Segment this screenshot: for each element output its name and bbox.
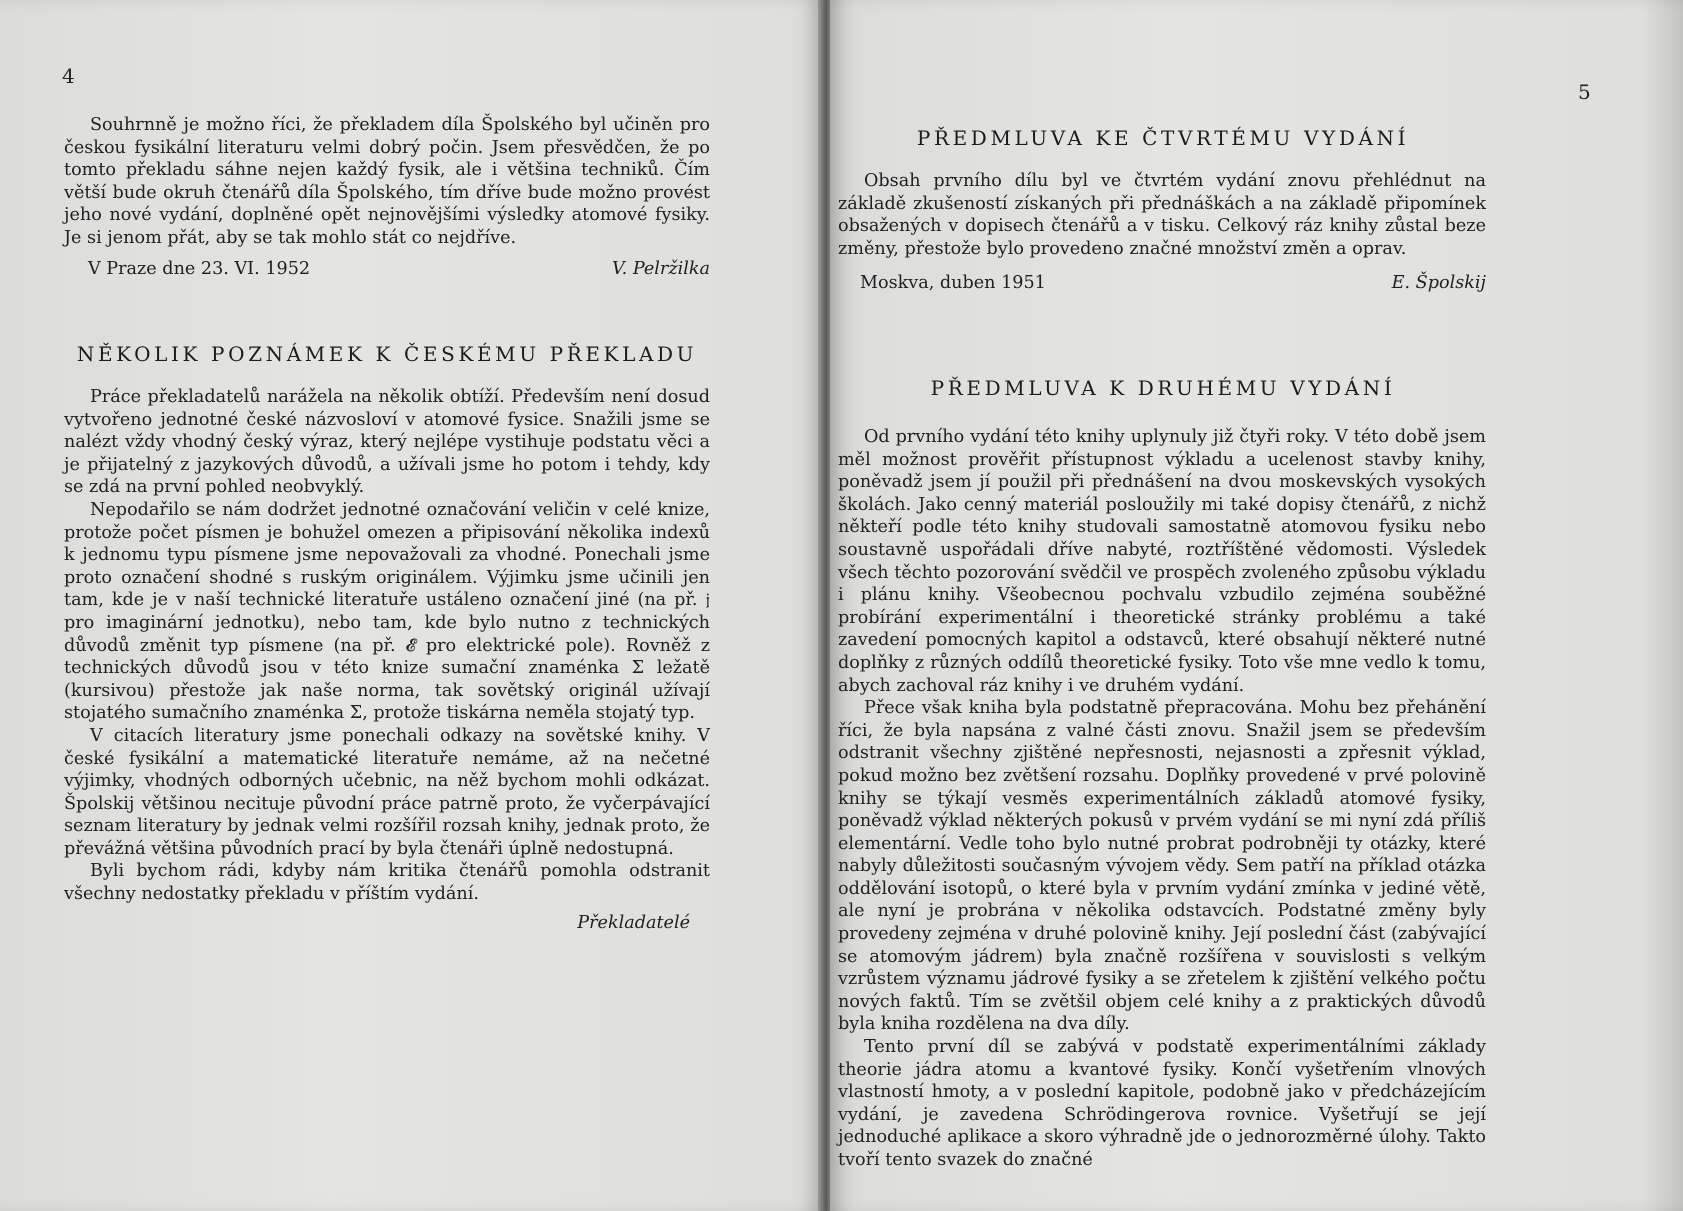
translator-notes-body — [64, 386, 710, 934]
left-page — [0, 0, 822, 1211]
second-edition-heading: PŘEDMLUVA K DRUHÉMU VYDÁNÍ — [930, 376, 1396, 400]
place-date: V Praze dne 23. VI. 1952 — [88, 258, 311, 279]
second-edition-paragraph: Tento první díl se zabývá v podstatě experimentálními základy theorie jádra atomu a kvantové fysiky. Končí vyšetřením vlnových vlastností hmoty, a v poslední kapitole, podobně jako v předcházejícím vydání, je zavedena Schrödingerova rovnice. Vyšetřují se její jednoduché aplikace a skoro výhradně jde o jednorozměrné úlohy. Takto tvoří tento svazek do značné — [838, 1037, 1486, 1170]
fourth-signature-row — [838, 272, 1486, 295]
left-page-number: 4 — [62, 64, 75, 88]
page-edge-shadow — [1643, 0, 1683, 1211]
fourth-edition-paragraph: Obsah prvního dílu byl ve čtvrtém vydání znovu přehlédnut na základě zkušeností získaných při přednáškách a na základě připomínek obsažených v dopisech čtenářů a v tisku. Celkový ráz knihy zůstal beze změny, přestože bylo provedeno značné množství změn a oprav. — [838, 171, 1486, 259]
fourth-place-date: Moskva, duben 1951 — [860, 273, 1046, 294]
second-edition-body — [838, 426, 1486, 1172]
intro-paragraph: Souhrnně je možno říci, že překladem díla Špolského byl učiněn pro českou fysikální literaturu velmi dobrý počin. Jsem přesvědčen, že po tomto překladu sáhne nejen každý fysik, ale i většina techniků. Čím větší bude okruh čtenářů díla Špolského, tím dříve bude možno provést jeho nové vydání, doplněné opět nejnovějšími výsledky atomové fysiky. Je si jenom přát, aby se tak mohlo stát co nejdříve. — [64, 115, 710, 248]
signature: V. Pelržilka — [612, 258, 710, 279]
translators-signature: Překladatelé — [577, 912, 690, 933]
notes-paragraph: Byli bychom rádi, kdyby nám kritika čtenářů pomohla odstranit všechny nedostatky překladu v příštím vydání. — [64, 861, 710, 905]
translator-notes-heading: NĚKOLIK POZNÁMEK K ČESKÉMU PŘEKLADU — [76, 342, 698, 366]
left-intro-block — [64, 114, 710, 280]
notes-paragraph: Práce překladatelů narážela na několik obtíží. Především není dosud vytvořeno jednotné české názvosloví v atomové fysice. Snažili jsme se nalézt vždy vhodný český výraz, který nejlépe vystihuje podstatu věci a je přijatelný z jazykových důvodů, a užívali jsme ho potom i tehdy, kdy se zdá na první pohled neobvyklý. — [64, 387, 710, 498]
right-page-number: 5 — [1578, 80, 1591, 104]
notes-paragraph: V citacích literatury jsme ponechali odkazy na sovětské knihy. V české fysikální a matematické literatuře nemáme, až na nečetné výjimky, vhodných odborných učebnic, na něž bychom mohli odkázat. Špolskij většinou necituje původní práce patrně proto, že vyčerpávající seznam literatury by jednak velmi rozšířil rozsah knihy, jednak proto, že převážná většina původních prací by byla čtenáři úplně nedostupná. — [64, 725, 710, 859]
left-signature-row — [64, 258, 710, 281]
notes-paragraph: Nepodařilo se nám dodržet jednotné označování veličin v celé knize, protože počet písmen je bohužel omezen a připisování několika indexů k jednomu typu písmene jsme nepovažovali za vhodné. Ponechali jsme proto označení shodné s ruským originálem. Výjimku jsme učinili jen tam, kde je v naší technické literatuře ustáleno označení jiné (na př. 𝔧 pro imaginární jednotku), nebo tam, kde bylo nutno z technických důvodů změnit typ písmene (na př. 𝓔 pro elektrické pole). Rovněž z technických důvodů jsou v této knize sumační znaménka Σ ležatě (kursivou) přestože jak naše norma, tak sovětský originál užívají stojatého sumačního znaménka Σ, protože tiskárna neměla stojatý typ. — [64, 499, 710, 724]
second-edition-paragraph: Přece však kniha byla podstatně přepracována. Mohu bez přehánění říci, že byla napsána z valné části znovu. Snažil jsem se především odstranit všechny zjištěné nepřesnosti, nejasnosti a zpřesnit výklad, pokud možno bez zvětšení rozsahu. Doplňky provedené v prvé polovině knihy se týkají vesměs experimentálních základů atomové fysiky, poněvadž výklad některých pokusů v prvém vydání se mi nyní zdá příliš elementární. Vedle toho bylo nutné probrat podrobněji ty otázky, které nabyly důležitosti současným vývojem vědy. Sem patří na příklad otázka oddělování isotopů, o které byla v prvním vydání zmínka v jediné větě, ale nyní je probrána v několika odstavcích. Podstatné změny byly provedeny zejména v druhé polovině knihy. Její poslední část (zabývající se atomovým jádrem) byla značně rozšířena v souvislosti s velkým vzrůstem významu jádrové fysiky a se zřetelem k zjištění velkého počtu nových faktů. Tím se zvětšil objem celé knihy a z praktických důvodů byla kniha rozdělena na dva díly. — [838, 698, 1486, 1035]
right-page — [830, 0, 1683, 1211]
fourth-signature: E. Špolskij — [1391, 273, 1486, 294]
fourth-edition-heading: PŘEDMLUVA KE ČTVRTÉMU VYDÁNÍ — [916, 126, 1410, 150]
second-edition-paragraph: Od prvního vydání této knihy uplynuly již čtyři roky. V této době jsem měl možnost prověřit přístupnost výkladu a ucelenost stavby knihy, poněvadž jsem jí použil při přednášení na dvou moskevských vysokých školách. Jako cenný materiál posloužily mi také dopisy čtenářů, z nichž někteří podle této knihy studovali samostatně atomovou fysiku nebo soustavně uspořádali dříve nabyté, roztříštěné vědomosti. Výsledek všech těchto pozorování svědčil ve prospěch zvoleného způsobu výkladu i plánu knihy. Všeobecnou pochvalu vzbudilo zejména souběžné probírání experimentální i theoretické stránky problému a také zavedení pomocných kapitol a odstavců, které obsahují některé nutné doplňky z různých oddílů theoretické fysiky. Toto vše mne vedlo k tomu, abych zachoval ráz knihy i ve druhém vydání. — [838, 427, 1486, 696]
fourth-edition-block — [838, 170, 1486, 295]
